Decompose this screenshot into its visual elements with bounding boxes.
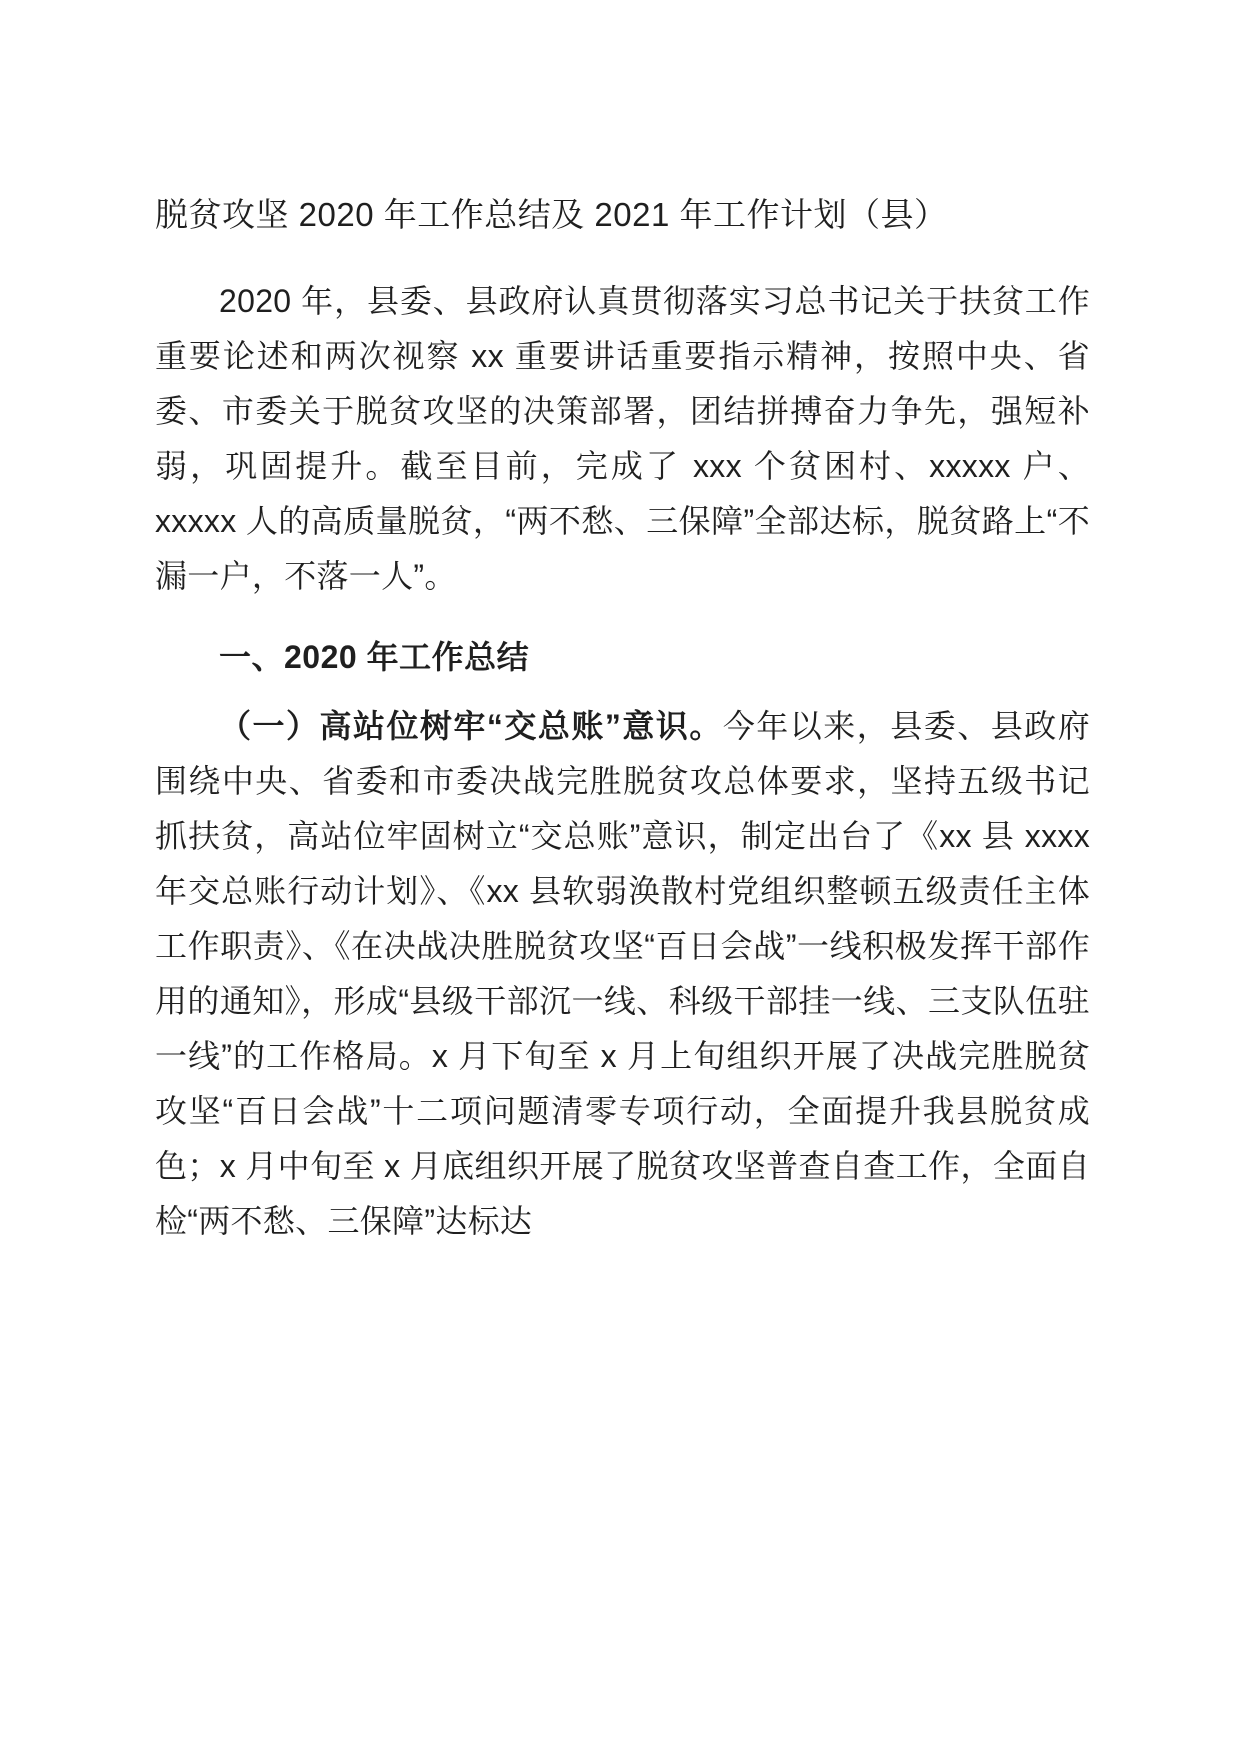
page-title: 脱贫攻坚 2020 年工作总结及 2021 年工作计划（县） xyxy=(155,196,948,233)
subsection-paragraph xyxy=(155,699,1090,1249)
subsection-body: 今年以来，县委、县政府围绕中央、省委和市委决战完胜脱贫攻总体要求，坚持五级书记抓扶贫，高站位牢固树立“交总账”意识，制定出台了《xx 县 xxxx 年交总账行动计划》、《xx 县软弱涣散村党组织整顿五级责任主体工作职责》、《在决战决胜脱贫攻坚“百日会战”一线积极发挥干部作用的通知》，形成“县级干部沉一线、科级干部挂一线、三支队伍驻一线”的工作格局。x 月下旬至 x 月上旬组织开展了决战完胜脱贫攻坚“百日会战”十二项问题清零专项行动，全面提升我县脱贫成色；x 月中旬至 x 月底组织开展了脱贫攻坚普查自查工作，全面自检“两不愁、三保障”达标达 xyxy=(155,707,1090,1239)
intro-paragraph: 2020 年，县委、县政府认真贯彻落实习总书记关于扶贫工作重要论述和两次视察 xx 重要讲话重要指示精神，按照中央、省委、市委关于脱贫攻坚的决策部署，团结拼搏奋力争先，强短补弱，巩固提升。截至目前，完成了 xxx 个贫困村、xxxxx 户、xxxxx 人的高质量脱贫，“两不愁、三保障”全部达标，脱贫路上“不漏一户，不落一人”。 xyxy=(155,282,1090,594)
section-heading-2020-summary: 一、2020 年工作总结 xyxy=(219,638,530,675)
subsection-lead: （一）高站位树牢“交总账”意识。 xyxy=(219,707,723,744)
